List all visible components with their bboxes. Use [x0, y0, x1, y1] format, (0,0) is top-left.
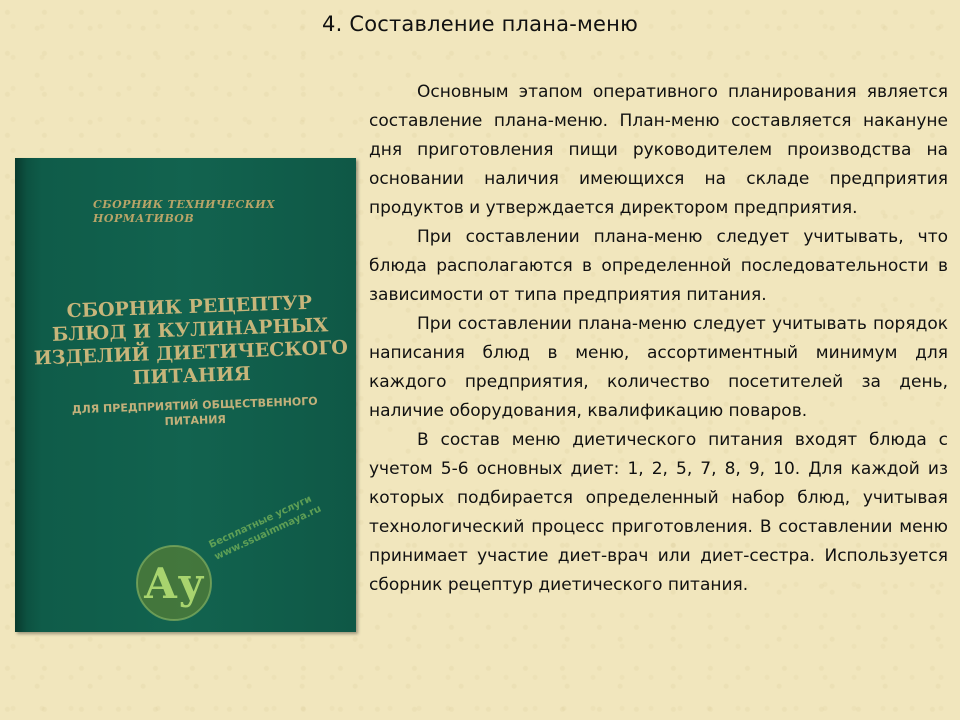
slide-title: 4. Составление плана-меню [322, 12, 638, 36]
book-subtitle: ДЛЯ ПРЕДПРИЯТИЙ ОБЩЕСТВЕННОГО ПИТАНИЯ [71, 394, 318, 429]
logo-watermark: Бесплатные услуги www.ssuaimmaya.ru [207, 493, 324, 563]
body-text [369, 78, 948, 600]
book-series: СБОРНИК ТЕХНИЧЕСКИХ НОРМАТИВОВ [93, 198, 276, 225]
au-logo-icon [135, 544, 213, 622]
book-spine [15, 158, 27, 632]
paragraph-4: В состав меню диетического питания входят блюда с учетом 5-6 основных диет: 1, 2, 5, 7, 8, 9, 10. Для каждой из которых подбирается определенный набор блюд, учитывая технологический процесс приготовления. В составлении меню принимает участие диет-врач или диет-сестра. Используется сборник рецептур диетического питания. [369, 430, 948, 595]
book-title: СБОРНИК РЕЦЕПТУР БЛЮД И КУЛИНАРНЫХ ИЗДЕЛИЙ ДИЕТИЧЕСКОГО ПИТАНИЯ [33, 291, 349, 390]
paragraph-2: При составлении плана-меню следует учитывать, что блюда располагаются в определенной последовательности в зависимости от типа предприятия питания. [369, 227, 948, 305]
book-cover-image [15, 158, 356, 632]
paragraph-3: При составлении плана-меню следует учитывать порядок написания блюд в меню, ассортиментный минимум для каждого предприятия, количество посетителей за день, наличие оборудования, квалификацию поваров. [369, 314, 948, 421]
logo-letters: Ау [143, 559, 205, 608]
paragraph-1: Основным этапом оперативного планирования является составление плана-меню. План-меню составляется накануне дня приготовления пищи руководителем производства на основании наличия имеющихся на складе предприятия продуктов и утверждается директором предприятия. [369, 82, 948, 218]
